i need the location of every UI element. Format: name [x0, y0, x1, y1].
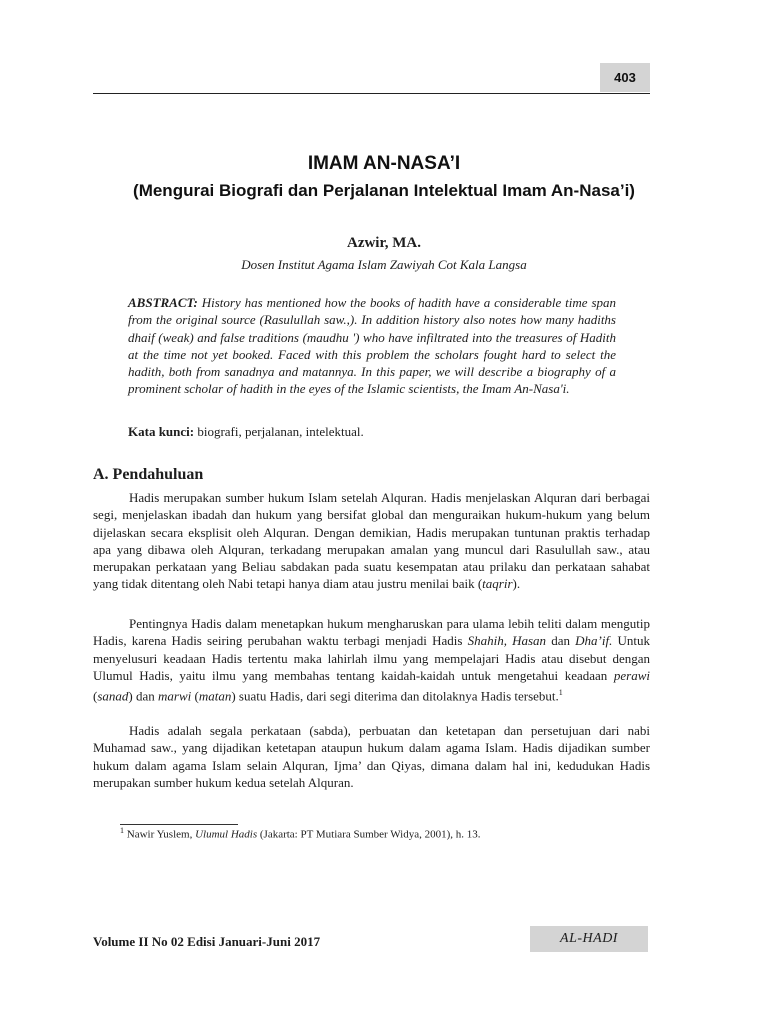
paragraph-1: [93, 489, 650, 593]
p2-text-a: Pentingnya Hadis dalam menetapkan hukum mengharuskan para ulama lebih teliti dalam mengutip Hadis, karena Hadis seiring perubahan waktu terbagi menjadi Hadis: [93, 616, 650, 649]
p3-text: Hadis adalah segala perkataan (sabda), perbuatan dan ketetapan dan persetujuan dari nabi Muhamad saw., yang dijadikan ketetapan ataupun hukum dalam agama Islam. Hadis dijadikan sumber hukum dalam agama Islam selain Alquran, Ijma’ dan Qiyas, dimana dalam hal ini, kedudukan Hadis merupakan sumber hukum kedua setelah Alquran.: [93, 723, 650, 790]
p2-text-f: (: [191, 688, 199, 704]
p1-text-b: ).: [512, 576, 521, 592]
author-name: Azwir, MA.: [346, 235, 421, 251]
paragraph-3: [93, 722, 650, 791]
p2-italic-2: Dha’if.: [575, 633, 613, 649]
footer-volume: Volume II No 02 Edisi Januari-Juni 2017: [93, 934, 321, 949]
footnote-text-b: (Jakarta: PT Mutiara Sumber Widya, 2001), h. 13.: [257, 828, 481, 841]
p1-text-a: Hadis merupakan sumber hukum Islam setelah Alquran. Hadis menjelaskan Alquran dari berbagai segi, menjelaskan ibadah dan hukum yang bersifat global dan menguraikan hukum-hukum yang belum dijelaskan secara eksplisit oleh Alquran. Dengan demikian, Hadis merupakan tuntunan praktis terhadap apa yang dibawa oleh Alquran, terkadang merupakan amalan yang muncul dari Rasulullah saw., atau merupakan perkataan yang Beliau sabdakan pada suatu kesempatan atau prilaku dan perkataan sahabat yang tidak ditentang oleh Nabi tetapi hanya diam atau justru menilai baik (: [93, 490, 650, 592]
p2-italic-1: Shahih, Hasan: [467, 633, 547, 649]
abstract-label: ABSTRACT:: [128, 295, 198, 310]
footnote-text-a: Nawir Yuslem,: [124, 828, 196, 841]
footnote-rule: [120, 824, 238, 825]
journal-badge: AL-HADI: [530, 926, 648, 952]
p2-text-d: (: [93, 688, 98, 704]
footnote-number: 1: [120, 826, 124, 835]
p2-text-c: Untuk menyelusuri keadaan Hadis tertentu maka lahirlah ilmu yang mempelajari Hadis atau disebut dengan Ulumul Hadis, yaitu ilmu yang membahas tentang kaidah-kaidah untuk mengetahui keadaan: [93, 633, 651, 683]
abstract-text: History has mentioned how the books of hadith have a considerable time span from the original source (Rasulullah saw.,). In addition history also notes how many hadiths dhaif (weak) and false traditions (maudhu ') who have infiltrated into the treasures of Hadith at the time not yet booked. Faced with this problem the scholars fought hard to select the hadith, both from sanadnya and matannya. In this paper, we will describe a biography of a prominent scholar of hadith in the eyes of the Islamic scientists, the Imam An-Nasa'i.: [128, 295, 616, 397]
p2-italic-6: matan: [198, 688, 232, 704]
article-title: IMAM AN-NASA’I: [307, 153, 461, 174]
article-subtitle: (Mengurai Biografi dan Perjalanan Intelektual Imam An-Nasa’i): [133, 181, 635, 200]
paragraph-2: [93, 615, 650, 705]
p2-text-g: ) suatu Hadis, dari segi diterima dan ditolaknya Hadis tersebut.: [231, 688, 559, 704]
p2-text-b: dan: [546, 633, 576, 649]
keywords-label: Kata kunci:: [128, 424, 195, 439]
keywords-text: biografi, perjalanan, intelektual.: [194, 424, 364, 439]
header-rule: [93, 93, 650, 94]
section-heading: A. Pendahuluan: [93, 466, 204, 483]
keywords: [128, 424, 616, 440]
author-affiliation: Dosen Institut Agama Islam Zawiyah Cot Kala Langsa: [241, 257, 527, 272]
footnote-italic: Ulumul Hadis: [195, 828, 258, 841]
footnote-reference[interactable]: 1: [558, 688, 563, 698]
p2-text-e: ) dan: [128, 688, 159, 704]
p2-italic-3: perawi: [613, 667, 650, 683]
abstract: [128, 294, 616, 398]
p2-italic-4: sanad: [97, 688, 129, 704]
footnote: [120, 826, 481, 841]
page-number: 403: [600, 63, 650, 92]
p1-italic-taqrir: taqrir: [482, 576, 513, 592]
p2-italic-5: marwi: [158, 688, 192, 704]
